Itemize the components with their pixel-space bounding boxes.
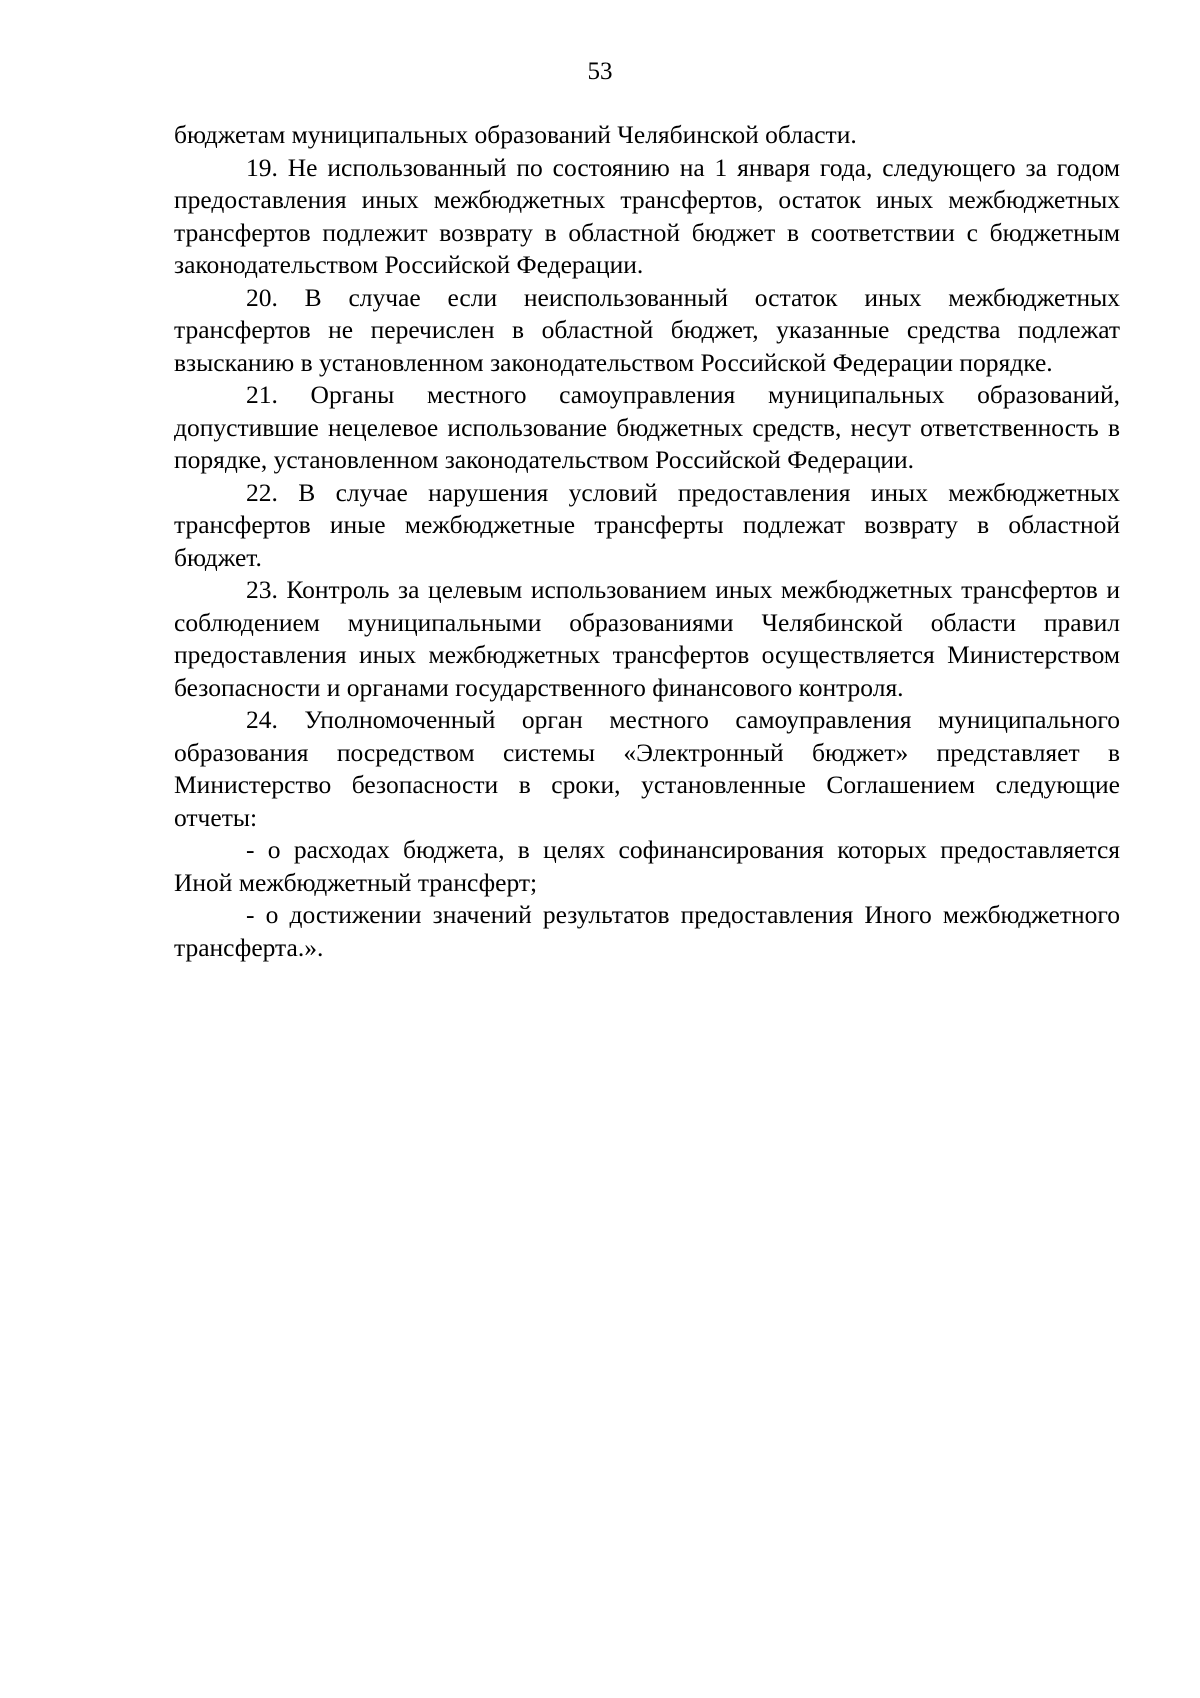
paragraph-item-20: 20. В случае если неиспользованный остаток иных межбюджетных трансфертов не перечислен в областной бюджет, указанные средства подлежат взысканию в установленном законодательством Российской Федерации порядке. <box>174 282 1120 377</box>
document-body <box>174 119 1120 964</box>
paragraph-item-21: 21. Органы местного самоуправления муниципальных образований, допустившие нецелевое использование бюджетных средств, несут ответственность в порядке, установленном законодательством Российской Федерации. <box>174 380 1120 474</box>
paragraph-item-23: 23. Контроль за целевым использованием иных межбюджетных трансфертов и соблюдением муниципальными образованиями Челябинской области правил предоставления иных межбюджетных трансфертов осуществляется Министерством безопасности и органами государственного финансового контроля. <box>174 575 1120 702</box>
paragraph-item-19: 19. Не использованный по состоянию на 1 января года, следующего за годом предоставления иных межбюджетных трансфертов, остаток иных межбюджетных трансфертов подлежит возврату в областной бюджет в соответствии с бюджетным законодательством Российской Федерации. <box>174 152 1120 279</box>
list-item-results-report: - о достижении значений результатов предоставления Иного межбюджетного трансферта.». <box>174 900 1120 962</box>
paragraph-item-24: 24. Уполномоченный орган местного самоуправления муниципального образования посредством системы «Электронный бюджет» представляет в Министерство безопасности в сроки, установленные Соглашением следующие отчеты: <box>174 705 1120 832</box>
paragraph-item-22: 22. В случае нарушения условий предоставления иных межбюджетных трансфертов иные межбюджетные трансферты подлежат возврату в областной бюджет. <box>174 477 1120 572</box>
page-number: 53 <box>587 58 613 85</box>
list-item-expenses-report: - о расходах бюджета, в целях софинансирования которых предоставляется Иной межбюджетный трансферт; <box>174 835 1120 897</box>
paragraph-continuation: бюджетам муниципальных образований Челябинской области. <box>174 120 857 149</box>
